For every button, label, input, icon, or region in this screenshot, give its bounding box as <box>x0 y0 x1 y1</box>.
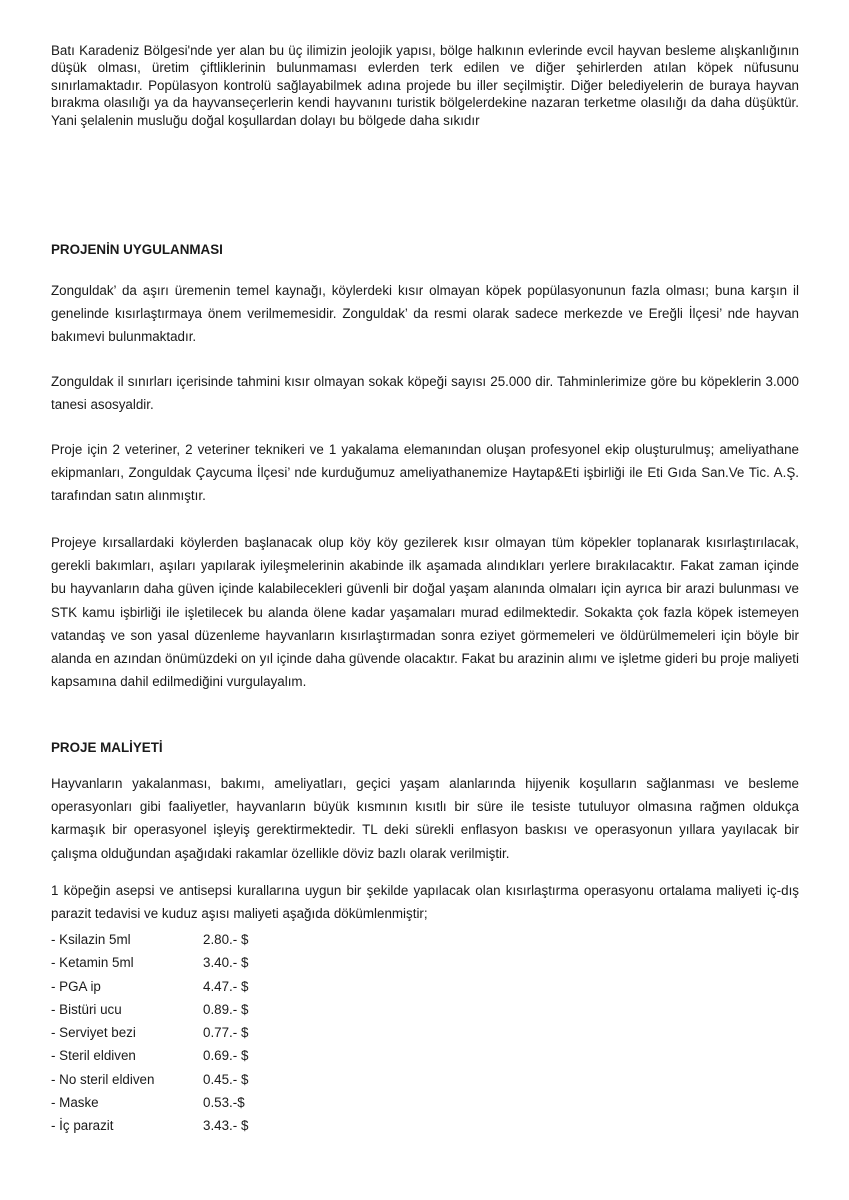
cost-item-price: 4.47.- $ <box>203 978 249 994</box>
cost-item-name: - Ksilazin 5ml <box>51 932 131 947</box>
cost-item-name: - Maske <box>51 1095 99 1111</box>
intro-paragraph: Batı Karadeniz Bölgesi'nde yer alan bu üç ilimizin jeolojik yapısı, bölge halkının evlerinde evcil hayvan besleme alışkanlığının düşük olması, üretim çiftliklerinin bulunmaması evlerden terk edilen ve diğer şehirlerden atılan köpek nüfusunu sınırlamaktadır. Popülasyon kontrolü sağlayabilmek adına projede bu iller seçilmiştir. Diğer belediyelerin de buraya hayvan bırakma olasılığı ya da hayvanseçerlerin kendi hayvanını turistik bölgelerdekine nazaran terketme olasılığı da daha düşüktür. Yani şelalenin musluğu doğal koşullardan dolayı bu bölgede daha sıkıdır <box>51 43 799 128</box>
cost-item-name: - Serviyet bezi <box>51 1025 136 1041</box>
cost-item <box>51 998 248 1021</box>
cost-item <box>51 975 248 998</box>
section-heading-cost: PROJE MALİYETİ <box>51 740 163 755</box>
cost-item <box>51 1021 248 1044</box>
cost-item <box>51 1068 248 1091</box>
cost-item <box>51 1114 248 1137</box>
section-heading-implementation: PROJENİN UYGULANMASI <box>51 242 223 257</box>
implementation-paragraph-4: Projeye kırsallardaki köylerden başlanacak olup köy köy gezilerek kısır olmayan tüm köpekler toplanarak kısırlaştırılacak, gerekli bakımları, aşıları yapılarak iyileşmelerinin akabinde ilk aşamada alındıkları yerlere bırakılacaktır. Fakat zaman içinde bu hayvanların daha güven içinde kalabilecekleri güvenli bir doğal yaşam alanında olmaları için ayrıca bir arazi bulunması ve STK kamu işbirliği ile işletilecek bu alanda ölene kadar yaşamaları murad edilmektedir. Sokakta çok fazla köpek istemeyen vatandaş ve son yasal düzenleme hayvanların kısırlaştırmadan sonra eziyet görmemeleri ve öldürülmemeleri için böyle bir alanda en azından önümüzdeki on yıl içinde daha güvende olacaktır. Fakat bu arazinin alımı ve işletme gideri bu proje maliyeti kapsamına dahil edilmediğini vurgulayalım. <box>51 535 799 690</box>
cost-item-price: 0.45.- $ <box>203 1071 249 1087</box>
cost-item-name: - PGA ip <box>51 978 101 994</box>
cost-item-price: 0.53.-$ <box>203 1095 245 1111</box>
cost-item-name: - No steril eldiven <box>51 1071 155 1087</box>
cost-list <box>51 928 248 1138</box>
cost-paragraph-2: 1 köpeğin asepsi ve antisepsi kurallarına uygun bir şekilde yapılacak olan kısırlaştırma operasyonu ortalama maliyeti iç-dış parazit tedavisi ve kuduz aşısı maliyeti aşağıda dökümlenmiştir; <box>51 883 799 922</box>
cost-item-price: 0.77.- $ <box>203 1025 249 1041</box>
cost-item-price: 3.43.- $ <box>203 1118 249 1134</box>
cost-item <box>51 1091 248 1114</box>
cost-item-price: 2.80.- $ <box>203 932 249 947</box>
cost-item-price: 0.89.- $ <box>203 1001 249 1017</box>
implementation-paragraph-1: Zonguldak’ da aşırı üremenin temel kaynağı, köylerdeki kısır olmayan köpek popülasyonunun fazla olması; buna karşın il genelinde kısırlaştırmaya önem verilmemesidir. Zonguldak’ da resmi olarak sadece merkezde ve Ereğli İlçesi’ nde hayvan bakımevi bulunmaktadır. <box>51 283 799 345</box>
cost-item-name: - İç parazit <box>51 1118 114 1134</box>
cost-item <box>51 1044 248 1067</box>
cost-item-name: - Steril eldiven <box>51 1048 136 1064</box>
implementation-paragraph-3: Proje için 2 veteriner, 2 veteriner teknikeri ve 1 yakalama elemanından oluşan profesyonel ekip oluşturulmuş; ameliyathane ekipmanları, Zonguldak Çaycuma İlçesi’ nde kurduğumuz ameliyathanemize Haytap&Eti işbirliği ile Eti Gıda San.Ve Tic. A.Ş. tarafından satın alınmıştır. <box>51 442 799 504</box>
cost-item-name: - Ketamin 5ml <box>51 955 134 971</box>
cost-item-price: 0.69.- $ <box>203 1048 249 1064</box>
cost-item <box>51 928 248 951</box>
cost-item <box>51 951 248 974</box>
cost-item-price: 3.40.- $ <box>203 955 249 971</box>
cost-item-name: - Bistüri ucu <box>51 1001 122 1017</box>
implementation-paragraph-2: Zonguldak il sınırları içerisinde tahmini kısır olmayan sokak köpeği sayısı 25.000 dir. Tahminlerimize göre bu köpeklerin 3.000 tanesi asosyaldir. <box>51 374 799 413</box>
cost-paragraph-1: Hayvanların yakalanması, bakımı, ameliyatları, geçici yaşam alanlarında hijyenik koşulların sağlanması ve besleme operasyonları gibi faaliyetler, hayvanların büyük kısmının kısıtlı bir süre ile tesiste tutuluyor olmasına rağmen oldukça karmaşık bir operasyonel işleyiş gerektirmektedir. TL deki sürekli enflasyon baskısı ve operasyonun yıllara yayılacak bir çalışma olduğundan aşağıdaki rakamlar özellikle döviz bazlı olarak verilmiştir. <box>51 776 799 861</box>
